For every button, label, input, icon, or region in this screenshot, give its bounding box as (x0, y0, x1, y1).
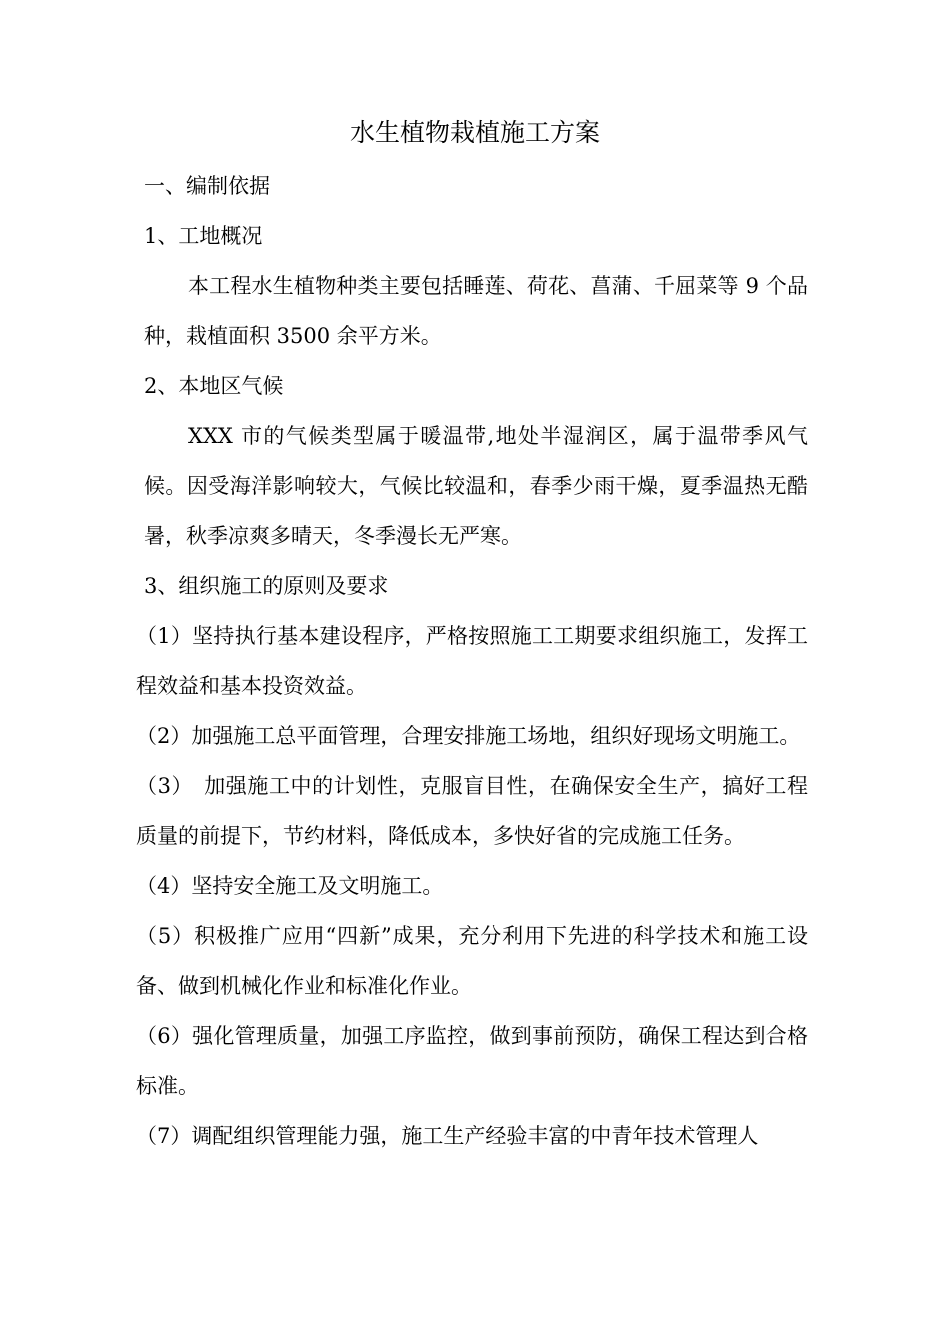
subheading-site-overview: 1、工地概况 (144, 224, 263, 248)
section-heading-basis: 一、编制依据 (144, 174, 270, 198)
list-item-principle-4: （4）坚持安全施工及文明施工。 (136, 874, 444, 898)
subheading-principles: 3、组织施工的原则及要求 (144, 574, 389, 598)
subheading-local-climate: 2、本地区气候 (144, 374, 284, 398)
paragraph-local-climate: XXX 市的气候类型属于暖温带,地处半湿润区，属于温带季风气候。因受海洋影响较大，气候比较温和，春季少雨干燥，夏季温热无酷暑，秋季凉爽多晴天，冬季漫长无严寒。 (144, 424, 808, 548)
list-item-principle-1: （1）坚持执行基本建设程序，严格按照施工工期要求组织施工，发挥工程效益和基本投资效益。 (136, 624, 808, 698)
document-title: 水生植物栽植施工方案 (349, 118, 600, 147)
list-item-principle-5: （5）积极推广应用“四新”成果，充分利用下先进的科学技术和施工设备、做到机械化作业和标准化作业。 (136, 924, 808, 998)
document-body (136, 161, 808, 1161)
list-item-principle-6: （6）强化管理质量，加强工序监控，做到事前预防，确保工程达到合格标准。 (136, 1024, 808, 1098)
list-item-principle-2: （2）加强施工总平面管理，合理安排施工场地，组织好现场文明施工。 (136, 724, 801, 748)
list-item-principle-3: （3） 加强施工中的计划性，克服盲目性，在确保安全生产，搞好工程质量的前提下，节约材料，降低成本，多快好省的完成施工任务。 (136, 774, 808, 848)
paragraph-site-overview: 本工程水生植物种类主要包括睡莲、荷花、菖蒲、千屈菜等 9 个品种，栽植面积 3500 余平方米。 (144, 274, 808, 348)
list-item-principle-7: （7）调配组织管理能力强，施工生产经验丰富的中青年技术管理人 (136, 1124, 759, 1148)
